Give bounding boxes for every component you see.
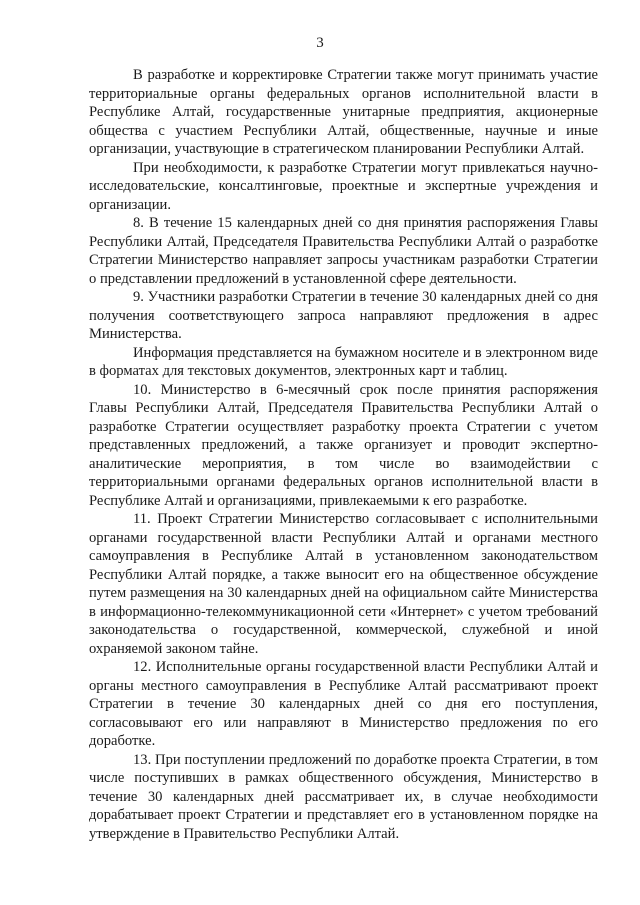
paragraph-item-9: 9. Участники разработки Стратегии в течение 30 календарных дней со дня получения соответствующего запроса направляют предложения в адрес Министерства. xyxy=(89,289,598,342)
paragraph-item-13: 13. При поступлении предложений по доработке проекта Стратегии, в том числе поступивших в рамках общественного обсуждения, Министерство в течение 30 календарных дней рассматривает их, в случае необходимости дорабатывает проект Стратегии и представляет его в установленном порядке на утверждение в Правительство Республики Алтай. xyxy=(89,751,598,842)
paragraph-participants: В разработке и корректировке Стратегии также могут принимать участие территориальные органы федеральных органов исполнительной власти в Республике Алтай, государственные унитарные предприятия, акционерные общества с участием Республики Алтай, общественные, научные и иные организации, участвующие в стратегическом планировании Республики Алтай. xyxy=(89,67,598,157)
paragraph-item-8: 8. В течение 15 календарных дней со дня принятия распоряжения Главы Республики Алтай, Председателя Правительства Республики Алтай о разработке Стратегии Министерство направляет запросы участникам разработки Стратегии о представлении предложений в установленной сфере деятельности. xyxy=(89,215,598,287)
paragraph-item-10: 10. Министерство в 6-месячный срок после принятия распоряжения Главы Республики Алтай, Председателя Правительства Республики Алтай о разработке Стратегии осуществляет разработку проекта Стратегии с учетом представленных предложений, а также организует и проводит экспертно-аналитические мероприятия, в том числе во взаимодействии с территориальными органами федеральных органов исполнительной власти в Республике Алтай и организациями, привлекаемыми к его разработке. xyxy=(89,381,598,509)
paragraph-information-format: Информация представляется на бумажном носителе и в электронном виде в форматах для текстовых документов, электронных карт и таблиц. xyxy=(89,344,598,379)
document-body xyxy=(89,66,598,843)
paragraph-item-12: 12. Исполнительные органы государственной власти Республики Алтай и органы местного самоуправления в Республике Алтай рассматривают проект Стратегии в течение 30 календарных дней со дня его поступления, согласовывают его или направляют в Министерство предложения по его доработке. xyxy=(89,659,598,749)
paragraph-research-institutions: При необходимости, к разработке Стратегии могут привлекаться научно-исследовательские, консалтинговые, проектные и экспертные учреждения и организации. xyxy=(89,159,598,213)
paragraph-item-11: 11. Проект Стратегии Министерство согласовывает с исполнительными органами государственной власти Республики Алтай и органами местного самоуправления в Республике Алтай в установленном законодательством Республики Алтай порядке, а также выносит его на общественное обсуждение путем размещения на 30 календарных дней на официальном сайте Министерства в информационно-телекоммуникационной сети «Интернет» с учетом требований законодательства о государственной, коммерческой, служебной и иной охраняемой законом тайне. xyxy=(89,511,598,657)
page-number: 3 xyxy=(316,35,324,51)
